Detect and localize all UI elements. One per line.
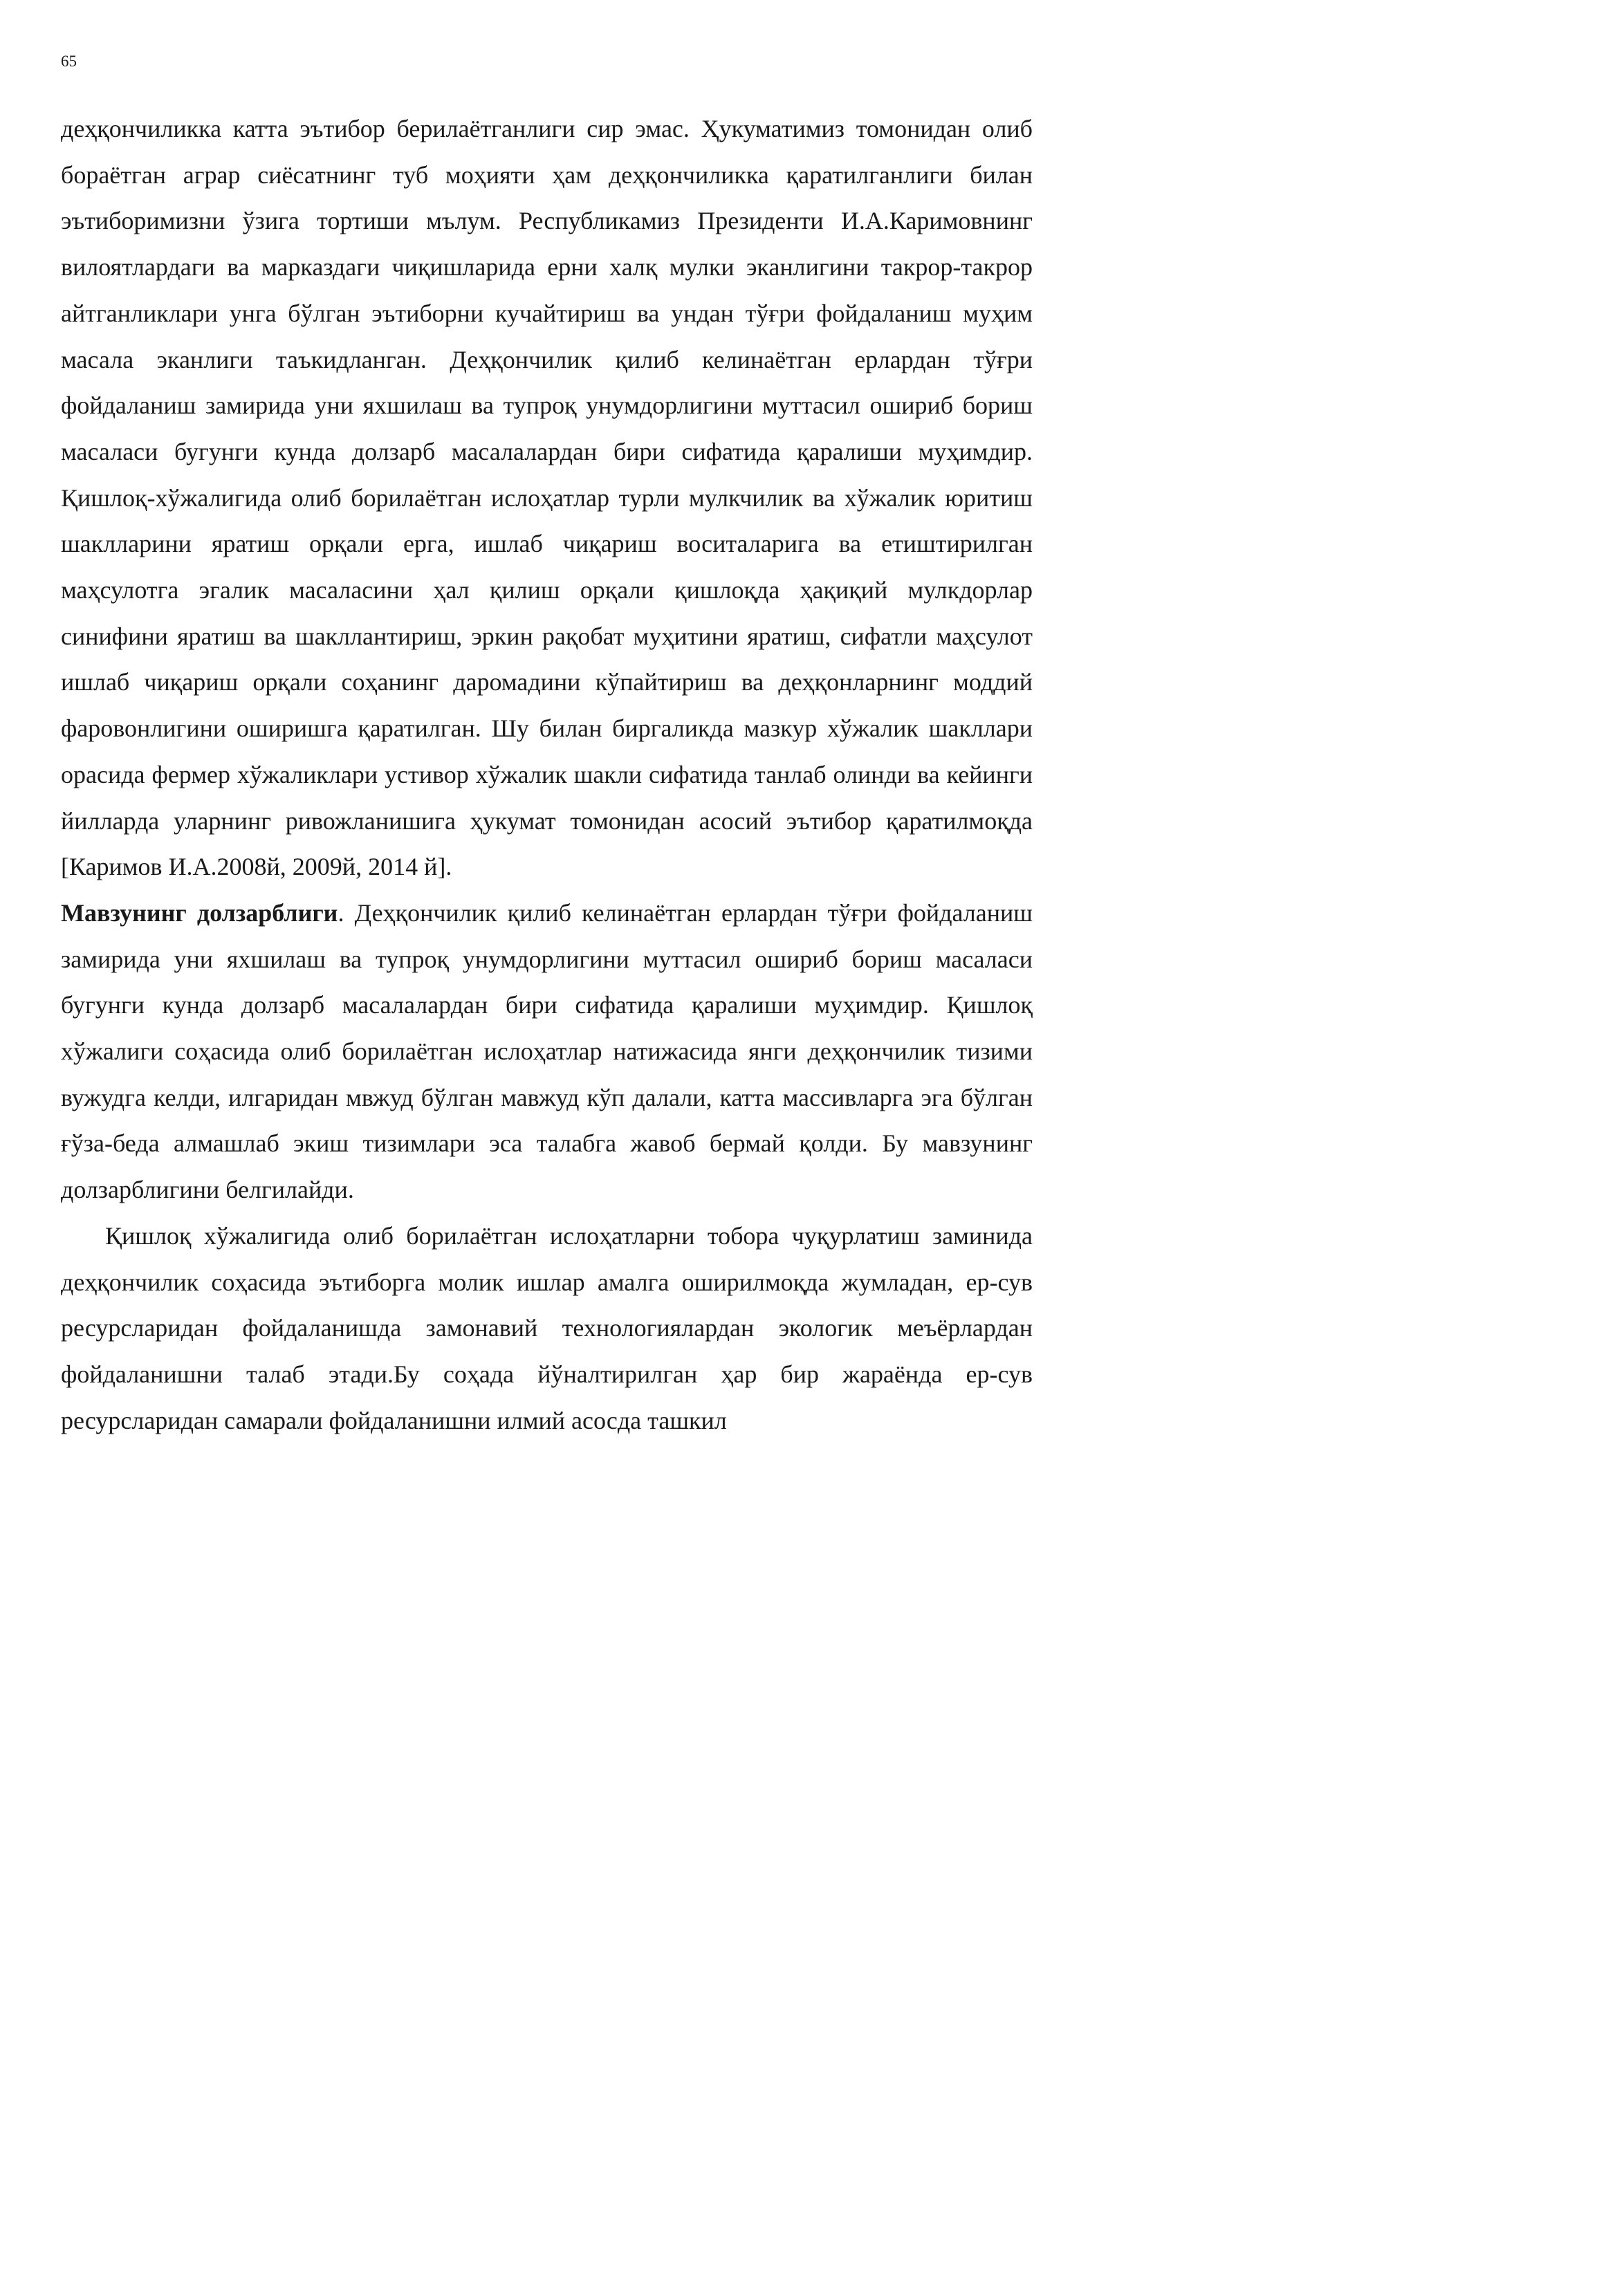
paragraph-reforms: Қишлоқ хўжалигида олиб борилаётган ислоҳатларни тобора чуқурлатиш заминида деҳқончилик соҳасида эътиборга молик ишлар амалга оширилмоқда жумладан, ер-сув ресурсларидан фойдаланишда замонавий технологиялардан экологик меъёрлардан фойдаланишни талаб этади.Бу соҳада йўналтирилган ҳар бир жараёнда ер-сув ресурсларидан самарали фойдаланишни илмий асосда ташкил — [61, 1221, 1033, 1434]
page-number: 65 — [61, 53, 77, 70]
body-text — [61, 106, 1033, 1443]
paragraph-relevance-text: . Деҳқончилик қилиб келинаётган ерлардан тўғри фойдаланиш замирида уни яхшилаш ва тупроқ унумдорлигини муттасил ошириб бориш масаласи бугунги кунда долзарб масалалардан бири сифатида қаралиши муҳимдир. Қишлоқ хўжалиги соҳасида олиб борилаётган ислоҳатлар натижасида янги деҳқончилик тизими вужудга келди, илгаридан мвжуд бўлган мавжуд кўп далали, катта массивларга эга бўлган ғўза-беда алмашлаб экиш тизимлари эса талабга жавоб бермай қолди. Бу мавзунинг долзарблигини белгилайди. — [61, 898, 1033, 1204]
paragraph-continuation: деҳқончиликка катта эътибор берилаётганлиги сир эмас. Ҳукуматимиз томонидан олиб бораётган аграр сиёсатнинг туб моҳияти ҳам деҳқончиликка қаратилганлиги билан эътиборимизни ўзига тортиши мълум. Республикамиз Президенти И.А.Каримовнинг вилоятлардаги ва марказдаги чиқишларида ерни халқ мулки эканлигини такрор-такрор айтганликлари унга бўлган эътиборни кучайтириш ва ундан тўғри фойдаланиш муҳим масала эканлиги таъкидланган. Деҳқончилик қилиб келинаётган ерлардан тўғри фойдаланиш замирида уни яхшилаш ва тупроқ унумдорлигини муттасил ошириб бориш масаласи бугунги кунда долзарб масалалардан бири сифатида қаралиши муҳимдир. Қишлоқ-хўжалигида олиб борилаётган ислоҳатлар турли мулкчилик ва хўжалик юритиш шаклларини яратиш орқали ерга, ишлаб чиқариш воситаларига ва етиштирилган маҳсулотга эгалик масаласини ҳал қилиш орқали қишлоқда ҳақиқий мулкдорлар синифини яратиш ва шакллантириш, эркин рақобат муҳитини яратиш, сифатли маҳсулот ишлаб чиқариш орқали соҳанинг даромадини кўпайтириш ва деҳқонларнинг моддий фаровонлигини оширишга қаратилган. Шу билан биргаликда мазкур хўжалик шакллари орасида фермер хўжаликлари устивор хўжалик шакли сифатида танлаб олинди ва кейинги йилларда уларнинг ривожланишига ҳукумат томонидан асосий эътибор қаратилмоқда [Каримов И.А.2008й, 2009й, 2014 й]. — [61, 115, 1033, 881]
paragraph-relevance — [61, 890, 1033, 1213]
section-heading: Мавзунинг долзарблиги — [61, 898, 338, 927]
